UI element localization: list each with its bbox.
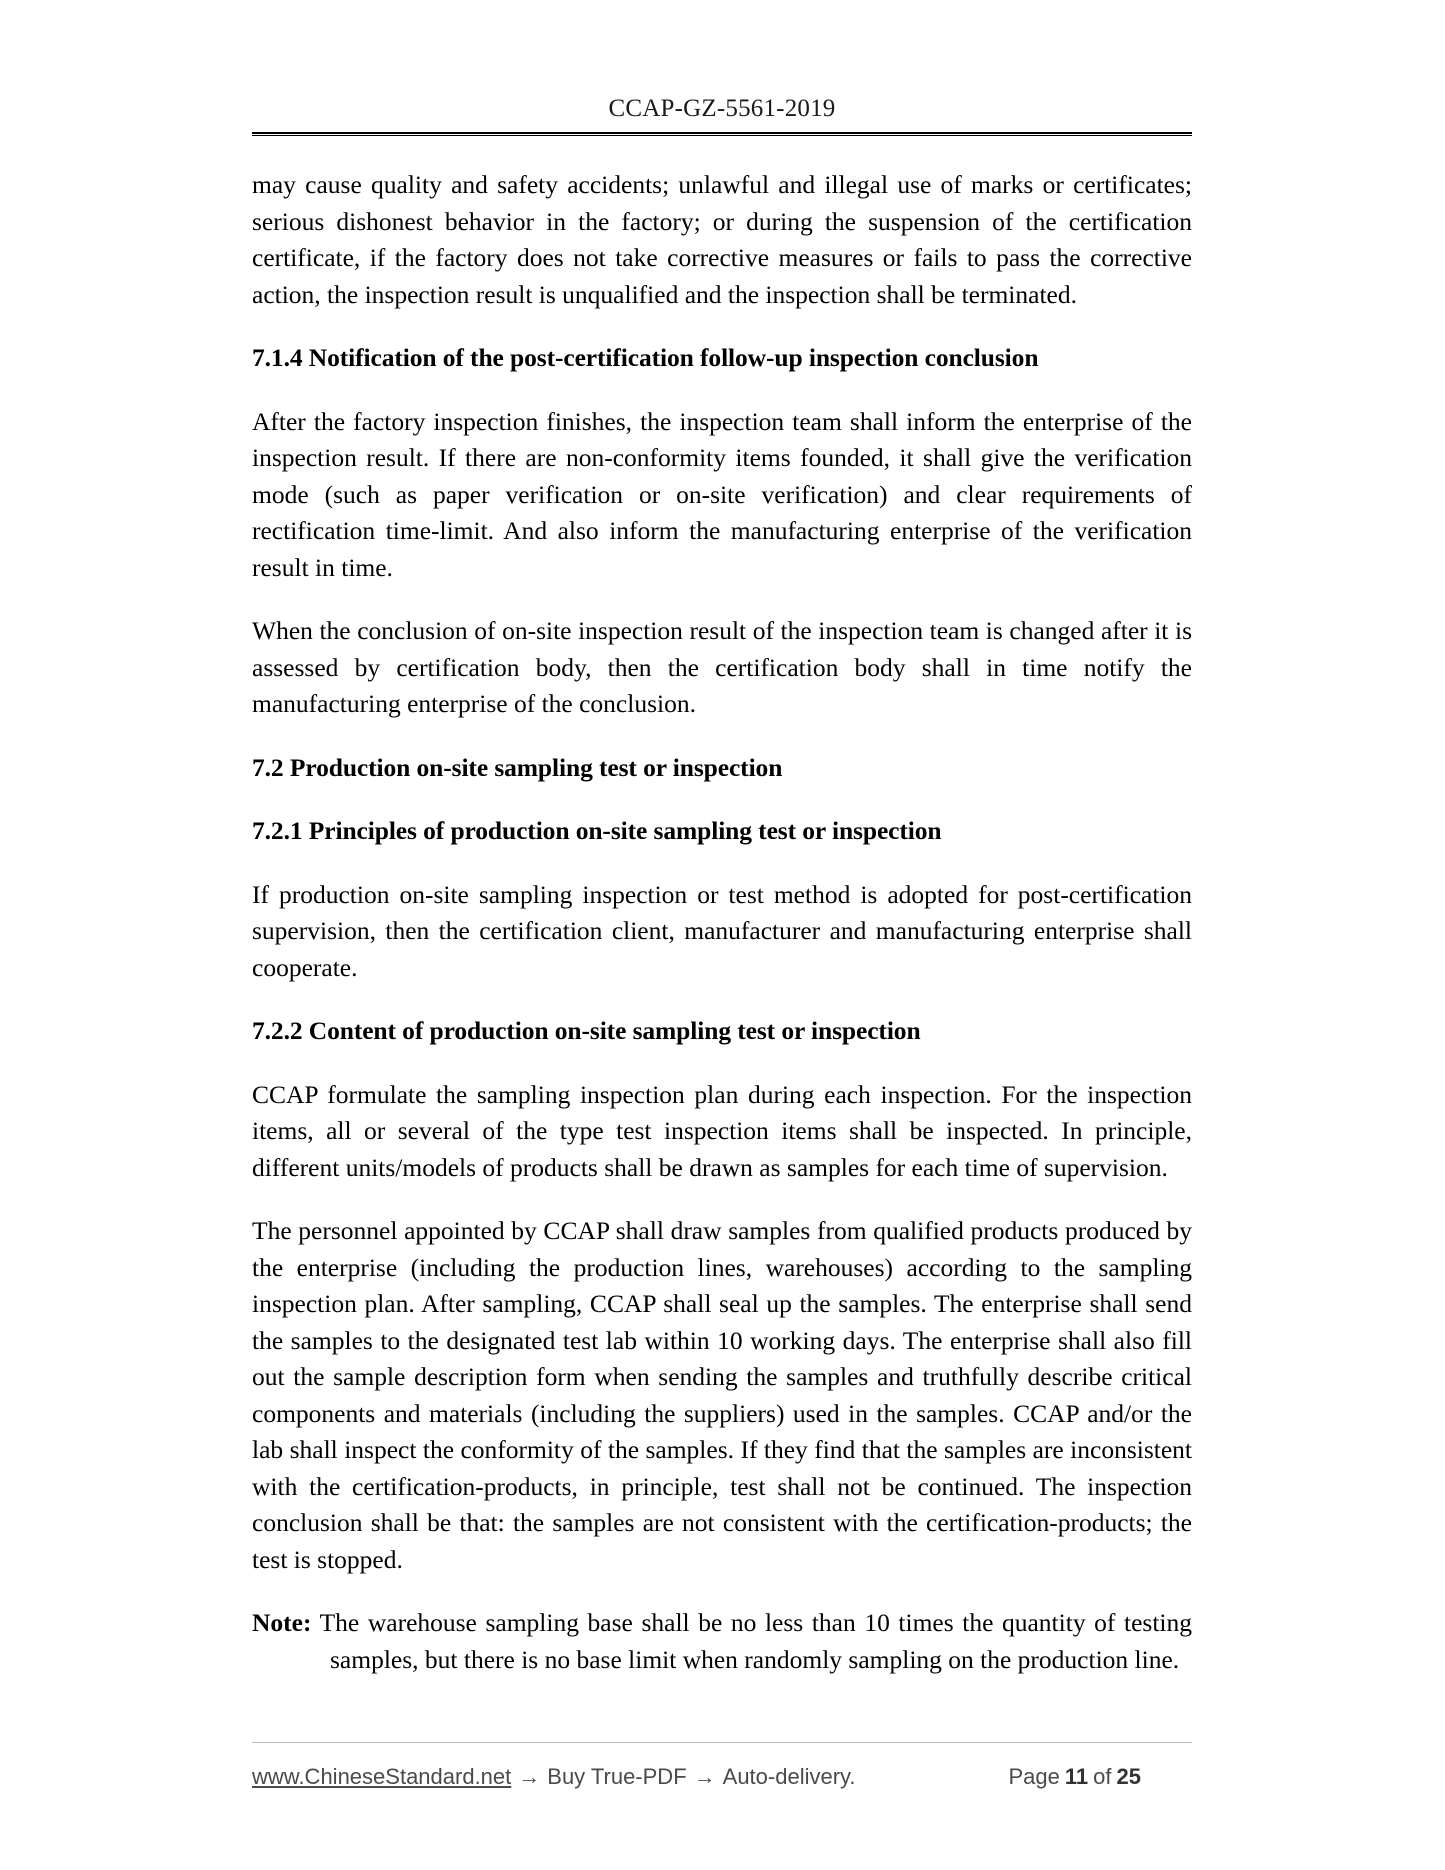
header-divider <box>252 132 1192 136</box>
paragraph: The personnel appointed by CCAP shall draw samples from qualified products produced by the enterprise (including the production lines, warehouses) according to the sampling inspection plan. After sampling, CCAP shall seal up the samples. The enterprise shall send the samples to the designated test lab within 10 working days. The enterprise shall also fill out the sample description form when sending the samples and truthfully describe critical components and materials (including the suppliers) used in the samples. CCAP and/or the lab shall inspect the conformity of the samples. If they find that the samples are inconsistent with the certification-products, in principle, test shall not be continued. The inspection conclusion shall be that: the samples are not consistent with the certification-products; the test is stopped. <box>252 1216 1192 1574</box>
page-footer <box>252 1742 1192 1790</box>
page-indicator <box>1009 1764 1193 1790</box>
page-label: Page <box>1008 1764 1060 1789</box>
page-number: 11 <box>1064 1764 1089 1789</box>
document-code: CCAP-GZ-5561-2019 <box>608 95 836 122</box>
footer-segment-delivery: Auto-delivery. <box>722 1764 856 1789</box>
footer-segment-buy: Buy True-PDF <box>547 1764 687 1789</box>
total-pages: 25 <box>1116 1764 1141 1789</box>
paragraph: CCAP formulate the sampling inspection plan during each inspection. For the inspection items, all or several of the type test inspection items shall be inspected. In principle, different units/models of products shall be drawn as samples for each time of supervision. <box>252 1079 1192 1182</box>
document-body <box>252 167 1192 1678</box>
page-header <box>252 0 1192 136</box>
note-block <box>252 1605 1192 1678</box>
note-text: The warehouse sampling base shall be no less than 10 times the quantity of testing samples, but there is no base limit when randomly sampling on the production line. <box>311 1608 1192 1674</box>
arrow-right-icon: → <box>518 1764 541 1789</box>
of-label: of <box>1093 1764 1112 1789</box>
arrow-right-icon: → <box>693 1764 716 1789</box>
paragraph: After the factory inspection finishes, the inspection team shall inform the enterprise of the inspection result. If there are non-conformity items founded, it shall give the verification mode (such as paper verification or on-site verification) and clear requirements of rectification time-limit. And also inform the manufacturing enterprise of the verification result in time. <box>252 406 1192 582</box>
section-heading-7-1-4: 7.1.4 Notification of the post-certification follow-up inspection conclusion <box>252 343 1039 372</box>
header-divider-inner <box>252 135 1192 136</box>
footer-divider <box>252 1742 1192 1743</box>
page-content <box>252 0 1192 1705</box>
note-label: Note: <box>252 1608 312 1637</box>
paragraph: may cause quality and safety accidents; unlawful and illegal use of marks or certificates; serious dishonest behavior in the factory; or during the suspension of the certification certificate, if the factory does not take corrective measures or fails to pass the corrective action, the inspection result is unqualified and the inspection shall be terminated. <box>252 170 1192 309</box>
footer-promo <box>252 1764 856 1790</box>
section-heading-7-2-1: 7.2.1 Principles of production on-site sampling test or inspection <box>252 816 942 845</box>
footer-website-link[interactable]: www.ChineseStandard.net <box>252 1764 512 1789</box>
section-heading-7-2: 7.2 Production on-site sampling test or inspection <box>252 752 783 782</box>
paragraph: When the conclusion of on-site inspection result of the inspection team is changed after it is assessed by certification body, then the certification body shall in time notify the manufacturing enterprise of the conclusion. <box>252 616 1192 718</box>
footer-row <box>252 1764 1192 1790</box>
section-heading-7-2-2: 7.2.2 Content of production on-site sampling test or inspection <box>252 1016 921 1045</box>
paragraph: If production on-site sampling inspection or test method is adopted for post-certification supervision, then the certification client, manufacturer and manufacturing enterprise shall cooperate. <box>252 879 1192 982</box>
